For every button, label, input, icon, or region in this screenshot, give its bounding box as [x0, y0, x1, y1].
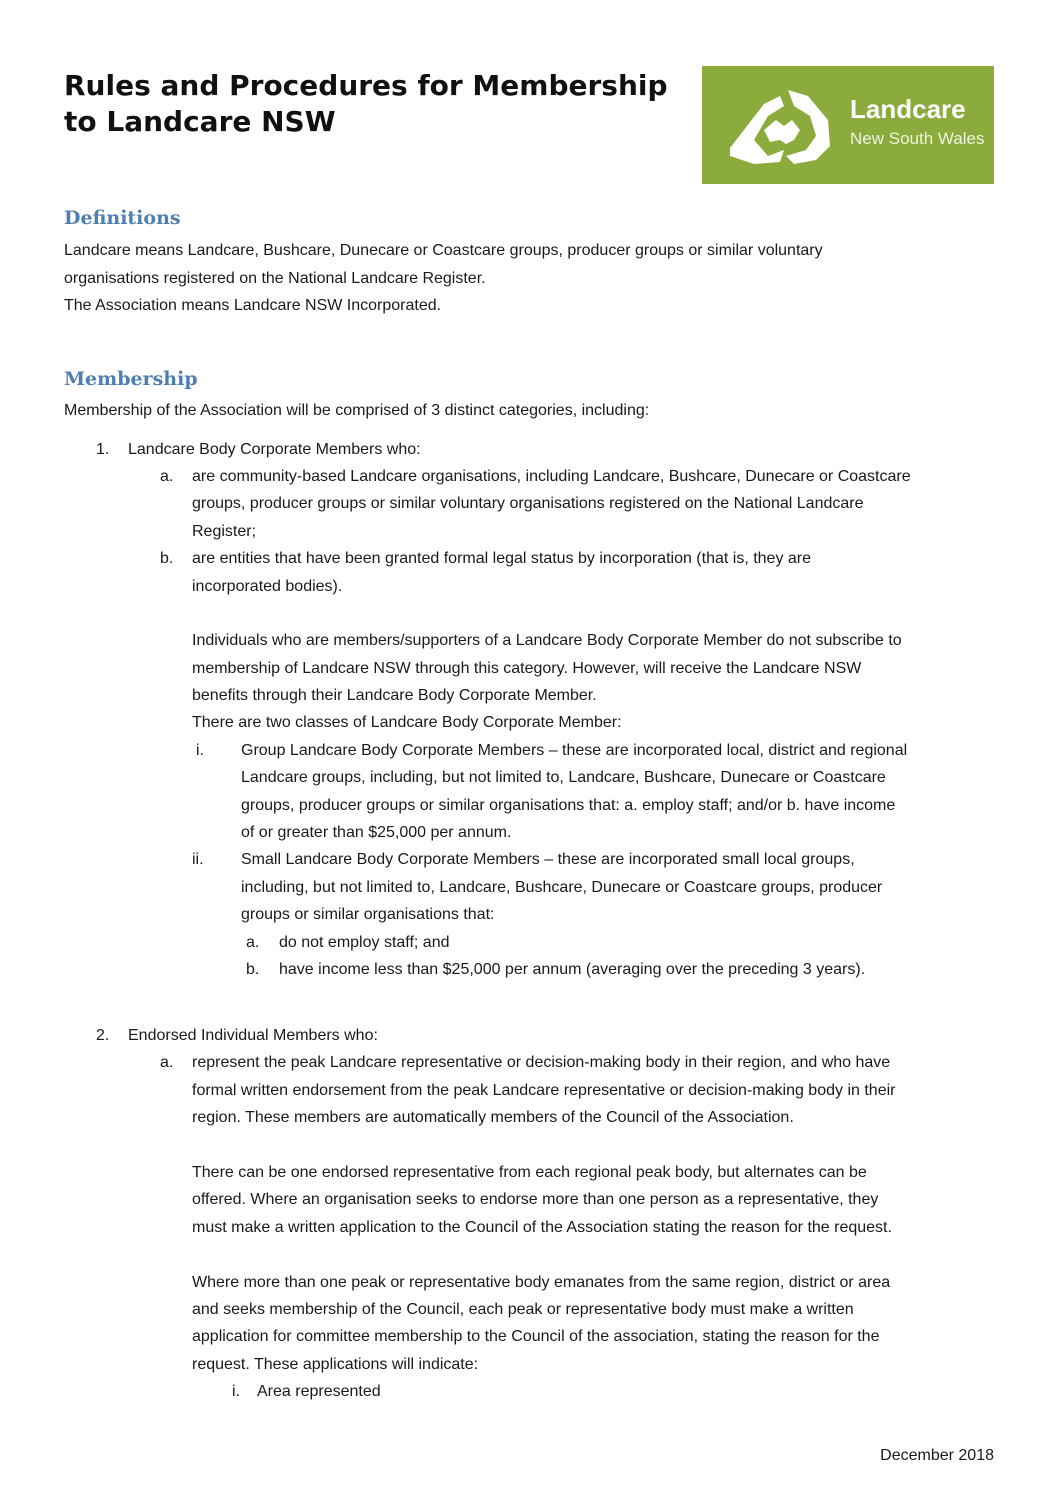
- landcare-logo: [702, 66, 994, 184]
- title-line-2: to Landcare NSW: [64, 105, 336, 138]
- definitions-line: The Association means Landcare NSW Incorporated.: [64, 297, 442, 314]
- paragraph-line: groups, producer groups or similar voluntary organisations registered on the National Landcare: [192, 495, 864, 512]
- paragraph-line: offered. Where an organisation seeks to endorse more than one person as a representative, they: [192, 1191, 879, 1208]
- membership-heading: Membership: [64, 368, 198, 390]
- logo-region: New South Wales: [850, 129, 985, 148]
- paragraph-line: have income less than $25,000 per annum (averaging over the preceding 3 years).: [279, 961, 866, 978]
- roman-marker: ii.: [192, 851, 204, 868]
- paragraph-line: There are two classes of Landcare Body Corporate Member:: [192, 714, 622, 731]
- definitions-line: organisations registered on the National Landcare Register.: [64, 270, 486, 287]
- logo-brand: Landcare: [850, 94, 966, 124]
- paragraph-line: request. These applications will indicate:: [192, 1356, 479, 1373]
- paragraph-line: are entities that have been granted formal legal status by incorporation (that is, they are: [192, 550, 812, 567]
- roman-marker: i.: [196, 742, 204, 759]
- sublist-marker: a.: [160, 468, 174, 485]
- paragraph-line: formal written endorsement from the peak Landcare representative or decision-making body in their: [192, 1082, 896, 1099]
- hands-australia-icon: [724, 86, 836, 164]
- definitions-heading: Definitions: [64, 207, 181, 229]
- footer-date: December 2018: [880, 1447, 994, 1464]
- list-marker: 1.: [96, 441, 110, 458]
- paragraph-line: of or greater than $25,000 per annum.: [241, 824, 512, 841]
- paragraph-line: Group Landcare Body Corporate Members – these are incorporated local, district and regional: [241, 742, 908, 759]
- paragraph-line: Individuals who are members/supporters of a Landcare Body Corporate Member do not subscribe to: [192, 632, 902, 649]
- page-title: [64, 68, 668, 140]
- paragraph-line: Where more than one peak or representative body emanates from the same region, district or area: [192, 1274, 891, 1291]
- paragraph-line: benefits through their Landcare Body Corporate Member.: [192, 687, 597, 704]
- paragraph-line: do not employ staff; and: [279, 934, 450, 951]
- paragraph-line: including, but not limited to, Landcare, Bushcare, Dunecare or Coastcare groups, producer: [241, 879, 883, 896]
- membership-intro: Membership of the Association will be comprised of 3 distinct categories, including:: [64, 402, 650, 419]
- list-marker: 2.: [96, 1027, 110, 1044]
- paragraph-line: are community-based Landcare organisations, including Landcare, Bushcare, Dunecare or Coastcare: [192, 468, 911, 485]
- list-item-label: Endorsed Individual Members who:: [128, 1027, 378, 1044]
- paragraph-line: membership of Landcare NSW through this category. However, will receive the Landcare NSW: [192, 660, 862, 677]
- paragraph-line: must make a written application to the Council of the Association stating the reason for the request.: [192, 1219, 892, 1236]
- sublist-marker: b.: [160, 550, 174, 567]
- paragraph-line: Register;: [192, 523, 257, 540]
- paragraph-line: application for committee membership to the Council of the association, stating the reason for the: [192, 1328, 880, 1345]
- paragraph-line: groups or similar organisations that:: [241, 906, 495, 923]
- paragraph-line: groups, producer groups or similar organisations that: a. employ staff; and/or b. have income: [241, 797, 896, 814]
- paragraph-line: represent the peak Landcare representative or decision-making body in their region, and who have: [192, 1054, 891, 1071]
- sublist-marker: b.: [246, 961, 260, 978]
- sublist-marker: a.: [160, 1054, 174, 1071]
- paragraph-line: incorporated bodies).: [192, 578, 343, 595]
- paragraph-line: There can be one endorsed representative from each regional peak body, but alternates can be: [192, 1164, 867, 1181]
- paragraph-line: and seeks membership of the Council, each peak or representative body must make a written: [192, 1301, 854, 1318]
- title-line-1: Rules and Procedures for Membership: [64, 69, 668, 102]
- paragraph-line: Small Landcare Body Corporate Members – these are incorporated small local groups,: [241, 851, 855, 868]
- paragraph-line: Area represented: [257, 1383, 381, 1400]
- paragraph-line: Landcare groups, including, but not limited to, Landcare, Bushcare, Dunecare or Coastcare: [241, 769, 886, 786]
- roman-marker: i.: [232, 1383, 240, 1400]
- list-item-label: Landcare Body Corporate Members who:: [128, 441, 421, 458]
- sublist-marker: a.: [246, 934, 260, 951]
- paragraph-line: region. These members are automatically members of the Council of the Association.: [192, 1109, 794, 1126]
- definitions-line: Landcare means Landcare, Bushcare, Dunecare or Coastcare groups, producer groups or similar voluntary: [64, 242, 823, 259]
